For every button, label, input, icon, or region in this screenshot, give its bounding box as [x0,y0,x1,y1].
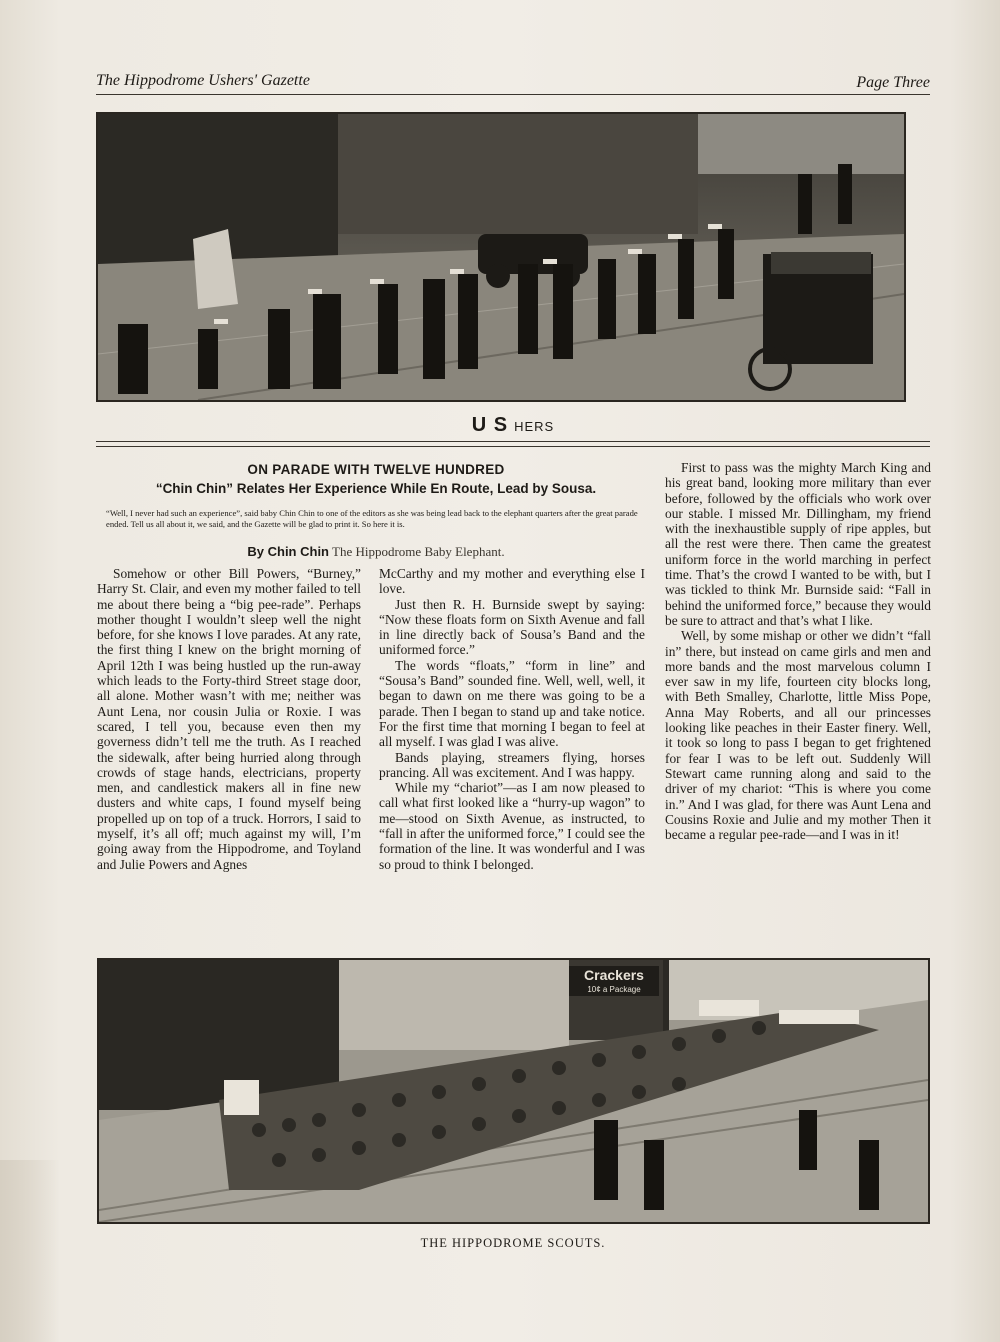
paragraph: The words “floats,” “form in line” and “Sousa’s Band” sounded fine. Well, well, well, it began to dawn on me there was going to be a parade. Then I began to stand up and take notice. For the first time that morning I began to feel at all myself. I was glad I was alive. [379,657,645,750]
ushers-parade-photo [96,112,906,402]
paragraph: Well, by some mishap or other we didn’t “fall in” there, but instead on came girls and men and more bands and the most marvelous column I ever saw in my life, fourteen city blocks long, with Beth Smalley, Charlotte, little Miss Pope, Anna May Roberts, and all our princesses looking like peaches in their Easter finery. Well, it took so long to pass I began to get frightened for fear I was to be left out. Suddenly Will Stewart came running along and said to the driver of my chariot: “This is where you come in.” And I was glad, for there was Aunt Lena and Cousins Roxie and Julie and my mother Then it became a regular pee-rade—and I was in it! [665,628,931,843]
photo-caption: THE HIPPODROME SCOUTS. [420,1236,606,1250]
running-head [96,70,930,95]
byline-author: By Chin Chin [247,544,329,559]
paper-edge-wear [0,1160,60,1342]
article-subtitle: “Chin Chin” Relates Her Experience While En Route, Lead by Sousa. [155,481,597,496]
article-header [96,462,656,530]
paragraph: Bands playing, streamers flying, horses prancing. All was excitement. And I was happy. [379,749,645,780]
section-divider [96,441,930,447]
article-column-3 [665,460,931,842]
paragraph: McCarthy and my mother and everything else I love. [379,566,645,597]
section-label [96,414,930,437]
article-column-2 [379,566,645,872]
publication-title: The Hippodrome Ushers' Gazette [96,72,310,89]
section-label-small: HERS [514,419,555,434]
advertising-sign-sub: 10¢ a Package [587,985,641,994]
article-intro: “Well, I never had such an experience”, said baby Chin Chin to one of the editors as she was being lead back to the elephant quarters after the great parade ended. Tell us all about it, we said, and the Gazette will be glad to print it. So here it is. [106,508,638,529]
article-column-1 [97,566,361,872]
byline-description: The Hippodrome Baby Elephant. [332,544,505,559]
paragraph: First to pass was the mighty March King and his great band, looking more military than ever before, followed by the officials who work over our stable. I missed Mr. Dillingham, my friend with the inexhaustible supply of ripe apples, but all the rest were there. Then came the greatest uniform force in the world marching in perfect time. That’s the crowd I wanted to be with, but I was tickled to think Mr. Burnside said: “Fall in behind the uniformed force,” because they would be sure to attract and that’s what I like. [665,460,931,628]
advertising-sign: Crackers [584,967,644,983]
hippodrome-scouts-photo [97,958,930,1224]
section-label-big: U S [471,414,509,436]
byline [96,544,656,560]
paragraph: Somehow or other Bill Powers, “Burney,” Harry St. Clair, and even my mother failed to tell me about there being a “big pee-rade”. Perhaps mother thought I wouldn’t sleep well the night before, for she knows I love parades. At any rate, the first thing I knew on the bright morning of April 12th I was being hustled up the run-away which leads to the Forty-third Street stage door, all alone. Mother wasn’t with me; neither was Aunt Lena, nor cousin Julia or Roxie. I was scared, I tell you, because even then my governess didn’t tell me the truth. As I reached the sidewalk, after being hurried along through crowds of stage hands, electricians, property men, and candlestick makers all in fine new dusters and white caps, I found myself being propelled up on top of a truck. Horrors, I said to myself, it’s all off; much against my will, I’m going away from the Hippodrome, and Toyland and Julie Powers and Agnes [97,566,361,872]
paragraph: While my “chariot”—as I am now pleased to call what first looked like a “hurry-up wagon” to me—stood on Sixth Avenue, as instructed, to “fall in after the uniformed force,” I could see the formation of the line. It was wonderful and I was so proud to think I belonged. [379,780,645,872]
article-title: ON PARADE WITH TWELVE HUNDRED [247,462,505,477]
page-number: Page Three [856,74,930,91]
paragraph: Just then R. H. Burnside swept by saying: “Now these floats form on Sixth Avenue and fall in line directly back of Sousa’s Band and the uniformed force.” [379,596,645,658]
